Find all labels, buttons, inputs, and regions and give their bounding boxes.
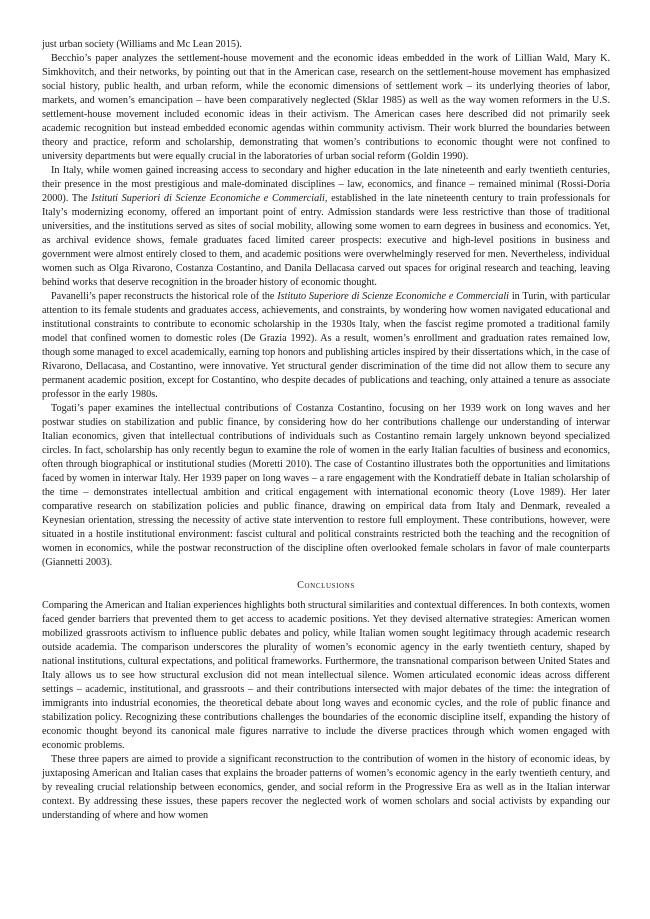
institution-name-italic: Istituti Superiori di Scienze Economiche e Commerciali (91, 193, 325, 204)
institution-name-italic: Istituto Superiore di Scienze Economiche e Commerciali (277, 291, 510, 302)
paragraph: Becchio’s paper analyzes the settlement-house movement and the economic ideas embedded in the work of Lillian Wald, Mary K. Simkhovitch, and their networks, by pointing out that in the American case, research on the settlement-house movement has emphasized social history, public health, and urban reform, while the economic dimensions of settlement work – its underlying theories of labor, markets, and women’s emancipation – have been comparatively neglected (Sklar 1985) as well as the way women reformers in the U.S. settlement-house movement included economic ideas in their activism. The American cases here described did not primarily seek academic recognition but instead embedded economic agendas within community activism. Their work blurred the boundaries between theory and practice, reform and scholarship, demonstrating that women’s contributions to economic thought were not confined to university departments but were equally crucial in the laboratories of urban social reform (Goldin 1990). (42, 53, 610, 162)
paragraph: Pavanelli’s paper reconstructs the historical role of the Istituto Superiore di Scienze Economiche e Commerciali in Turin, with particular attention to its female students and graduates access, achievements, and constraints, by wondering how women navigated educational and institutional constraints to contribute to economic scholarship in the 1930s Italy, when the fascist regime promoted a traditional family model that confined women to domestic roles (De Grazia 1992). As a result, women’s enrollment and graduation rates remained low, though some managed to excel academically, earning top honors and publishing articles inspired by their dissertations which, in the case of Rivarono, Dellacasa, and Costantino, were innovative. Yet structural gender discrimination of the time did not allow them to secure any permanent academic position, except for Costantino, who despite decades of publications and teaching, only attained a tenure as associate professor in the early 1980s. (42, 291, 611, 400)
paragraph: These three papers are aimed to provide a significant reconstruction to the contribution of women in the history of economic ideas, by juxtaposing American and Italian cases that explains the broader patterns of women’s economic agency in the early twentieth century, and by revealing crucial relationship between economics, gender, and social reform in the Progressive Era as well as in the Italian interwar context. By addressing these issues, these papers recover the neglected work of women scholars and social activists by expanding our understanding of where and how women (42, 754, 610, 821)
paragraph: In Italy, while women gained increasing access to secondary and higher education in the late nineteenth and early twentieth centuries, their presence in the most prestigious and male-dominated disciplines – law, economics, and finance – remained minimal (Rossi-Doria 2000). The Istituti Superiori di Scienze Economiche e Commerciali, established in the late nineteenth century to train professionals for Italy’s modernizing economy, offered an important point of entry. Admission standards were less restrictive than those of traditional universities, and the institutions served as sites of social mobility, allowing some women to earn degrees in business and economics. Yet, as archival evidence shows, female graduates faced limited career prospects: executive and high-level positions in business and government were almost entirely closed to them, and academic positions were overwhelmingly reserved for men. Nevertheless, individual women such as Olga Rivarono, Costanza Costantino, and Danila Dellacasa carved out spaces for original research and teaching, leaving behind works that deserve recognition in the broader history of economic thought. (42, 165, 610, 288)
section-heading: Conclusions (297, 580, 355, 591)
paragraph: just urban society (Williams and Mc Lean 2015). (42, 39, 242, 50)
paragraph: Togati’s paper examines the intellectual contributions of Costanza Costantino, focusing on her 1939 work on long waves and her postwar studies on stabilization and public finance, by considering how do her contributions challenge our understanding of interwar Italian economics, given that intellectual contributions of individuals such as Costantino remain largely unknown beyond specialized circles. In fact, scholarship has only recently begun to examine the role of women in the early Italian faculties of business and economics, often through biographical or institutional studies (Moretti 2010). The case of Costantino illustrates both the opportunities and limitations faced by women in interwar Italy. Her 1939 paper on long waves – a rare engagement with the Kondratieff debate in Italian scholarship of the time – demonstrates intellectual ambition and critical engagement with international economic theory (Love 1989). Her later comparative research on stabilization policies and public finance, drawing on empirical data from Italy and Denmark, revealed a Keynesian orientation, stressing the necessity of active state intervention to restore full employment. These contributions, however, were situated in a hostile institutional environment: fascist cultural and political constraints restricted both the teaching and the recognition of women in economics, while the postwar reconstruction of the discipline often overlooked female scholars in favor of male counterparts (Giannetti 2003). (42, 403, 610, 568)
paragraph: Comparing the American and Italian experiences highlights both structural similarities and contextual differences. In both contexts, women faced gender barriers that prevented them to get access to academic positions. Yet they devised alternative strategies: American women mobilized grassroots activism to influence public debates and policy, while Italian women sought legitimacy through academic research outside academia. The comparison underscores the plurality of women’s economic agency in the early twentieth century, shaped by national institutions, cultural expectations, and political frameworks. Furthermore, the transnational comparison between United States and Italy allows us to see how structural exclusion did not mean intellectual silence. Women articulated economic ideas across different settings – academic, institutional, and grassroots – and their contributions intersected with major debates of the time: the integration of immigrants into industrial economies, the theoretical debate about long waves and economic cycles, and the role of public finance and stabilization policy. Recognizing these contributions challenges the boundaries of the economic discipline itself, expanding the history of economic thought beyond its canonical male figures narrative to include the diverse practices through which women engaged with economic problems. (42, 600, 610, 751)
document-page (42, 38, 610, 823)
